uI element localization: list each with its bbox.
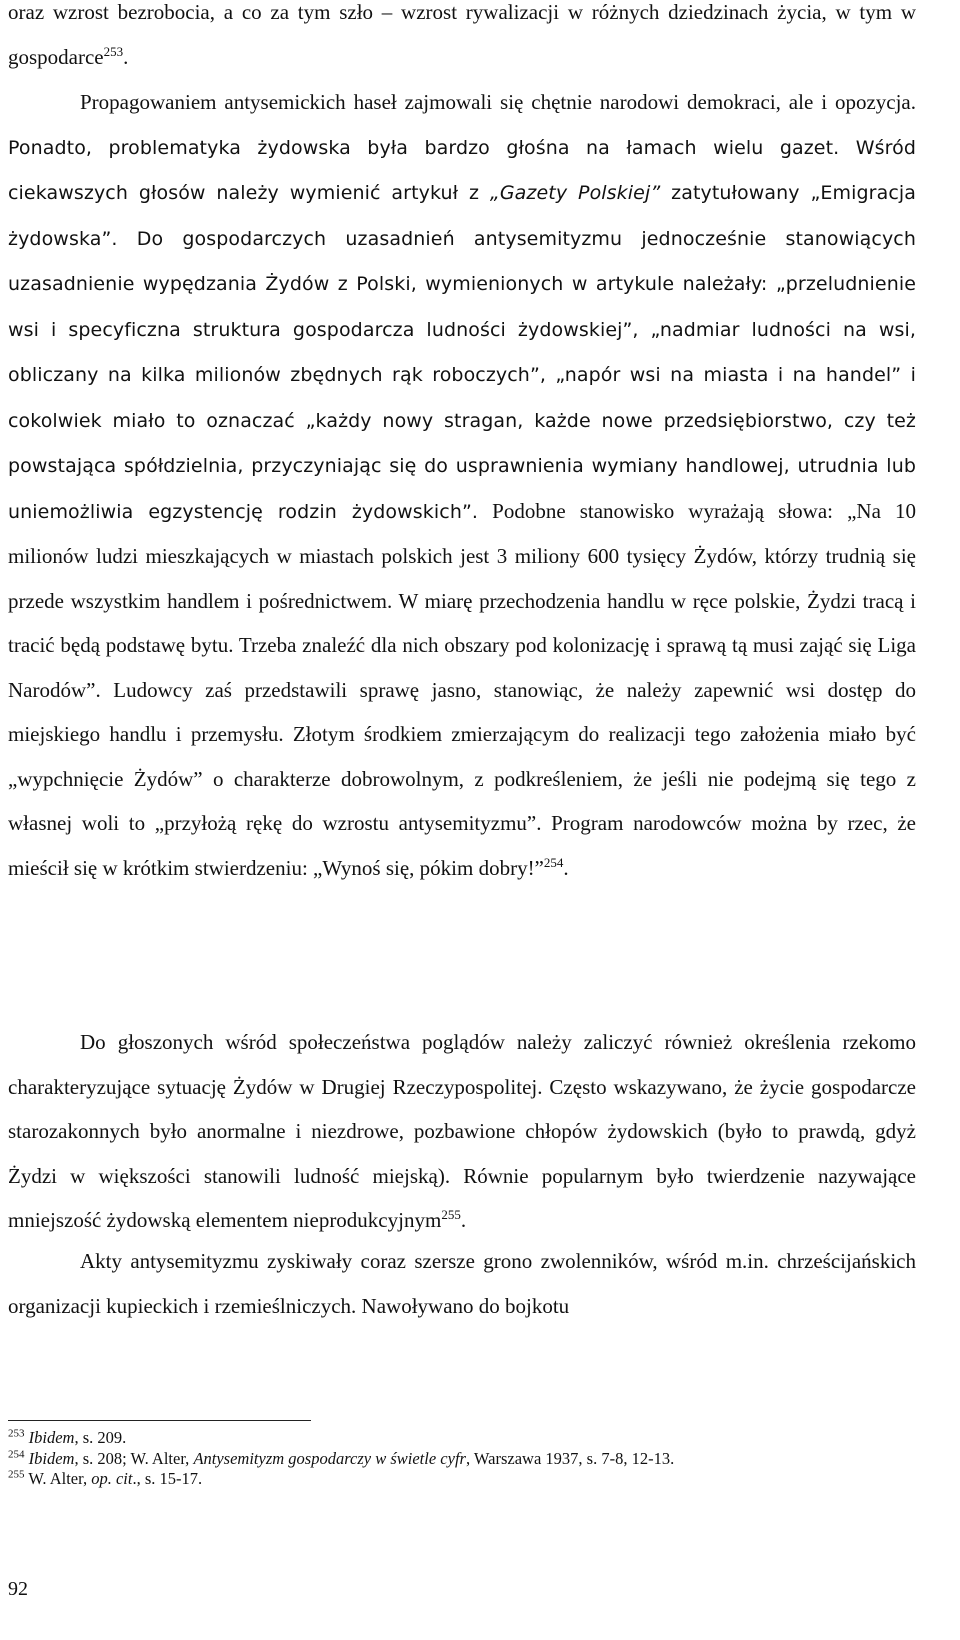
footnote-text: , s. 209.	[74, 1428, 127, 1447]
footnote-253	[8, 1428, 916, 1449]
paragraph-4	[8, 1239, 916, 1328]
footnote-italic: Ibidem	[28, 1428, 75, 1447]
footnotes	[8, 1428, 916, 1490]
paragraph-4-text: Akty antysemityzmu zyskiwały coraz szersze grono zwolenników, wśród m.in. chrześcijańskich organizacji kupieckich i rzemieślniczych. Nawoływano do bojkotu	[8, 1249, 916, 1318]
footnote-book-title: Antysemityzm gospodarczy w świetle cyfr	[193, 1448, 466, 1468]
paragraph-3-end: .	[460, 1208, 467, 1232]
footnote-255	[8, 1469, 916, 1490]
paragraph-2-text-d: Podobne stanowisko wyrażają słowa: „Na 10 milionów ludzi mieszkających w miastach polskich jest 3 miliony 600 tysięcy Żydów, którzy trudnią się przede wszystkim handlem i pośrednictwem. W miarę przechodzenia handlu w ręce polskie, Żydzi tracą i tracić będą podstawę bytu. Trzeba znaleźć dla nich obszary pod kolonizację i sprawą tą musi zająć się Liga Narodów”. Ludowcy zaś przedstawili sprawę jasno, stanowiąc, że należy zapewnić wsi dostęp do miejskiego handlu i przemysłu. Złotym środkiem zmierzającym do realizacji tego założenia miało być „wypchnięcie Żydów” o charakterze dobrowolnym, z podkreśleniem, że jeśli nie podejmą się tego z własnej woli to „przyłożą rękę do wzrostu antysemityzmu”. Program narodowców można by rzec, że mieścił się w krótkim stwierdzeniu: „Wynoś się, pókim dobry!”	[8, 498, 916, 880]
paragraph-2-text-b: Ponadto, problematyka żydowska była bardzo głośna na łamach wielu gazet. Wśród ciekawszych głosów należy wymienić artykuł z	[8, 136, 916, 204]
footnote-separator	[8, 1420, 311, 1421]
page-number: 92	[8, 1578, 28, 1600]
paragraph-2	[8, 80, 916, 890]
footnote-text: , s. 208; W. Alter,	[74, 1448, 194, 1468]
paragraph-3	[8, 1020, 916, 1243]
footnote-ref-254[interactable]: 254	[543, 854, 564, 870]
newspaper-title: „Gazety Polskiej”	[489, 182, 661, 204]
paragraph-3-text: Do głoszonych wśród społeczeństwa poglądów należy zaliczyć również określenia rzekomo charakteryzujące sytuację Żydów w Drugiej Rzeczypospolitej. Często wskazywano, że życie gospodarcze starozakonnych było anormalne i niezdrowe, pozbawione chłopów żydowskich (było to prawdą, gdyż Żydzi w większości stanowili ludność miejską). Równie popularnym było twierdzenie nazywające mniejszość żydowską elementem nieprodukcyjnym	[8, 1030, 916, 1232]
footnote-254	[8, 1449, 916, 1470]
paragraph-2-text-c: zatytułowany „Emigracja żydowska”. Do gospodarczych uzasadnień antysemityzmu jednocześnie stanowiących uzasadnienie wypędzania Żydów z Polski, wymienionych w artykule należały: „przeludnienie wsi i specyficzna struktura gospodarcza ludności żydowskiej”, „nadmiar ludności na wsi, obliczany na kilka milionów zbędnych rąk roboczych”, „napór wsi na miasta i na handel” i cokolwiek miało to oznaczać „każdy nowy stragan, każde nowe przedsiębiorstwo, czy też powstająca spółdzielnia, przyczyniając się do usprawnienia wymiany handlowej, utrudnia lub uniemożliwia egzystencję rodzin żydowskich”.	[8, 182, 916, 523]
footnote-text: ., s. 15-17.	[132, 1469, 203, 1488]
footnote-ref-255[interactable]: 255	[441, 1207, 461, 1222]
footnote-italic: Ibidem	[28, 1448, 75, 1468]
footnote-text: , Warszawa 1937, s. 7-8, 12-13.	[465, 1448, 675, 1468]
paragraph-1	[8, 0, 916, 79]
footnote-number: 253	[8, 1427, 25, 1440]
paragraph-2-end: .	[563, 855, 569, 880]
paragraph-2-text-a: Propagowaniem antysemickich haseł zajmowali się chętnie narodowi demokraci, ale i opozycja.	[80, 90, 916, 114]
footnote-number: 255	[8, 1468, 25, 1481]
footnote-text: W. Alter,	[28, 1469, 92, 1488]
footnote-number: 254	[8, 1448, 25, 1460]
paragraph-1-text: oraz wzrost bezrobocia, a co za tym szło – wzrost rywalizacji w różnych dziedzinach życia, w tym w gospodarce	[8, 0, 916, 69]
footnote-ref-253[interactable]: 253	[103, 43, 124, 59]
paragraph-1-end: .	[123, 44, 129, 69]
footnote-italic: op. cit	[91, 1469, 133, 1488]
